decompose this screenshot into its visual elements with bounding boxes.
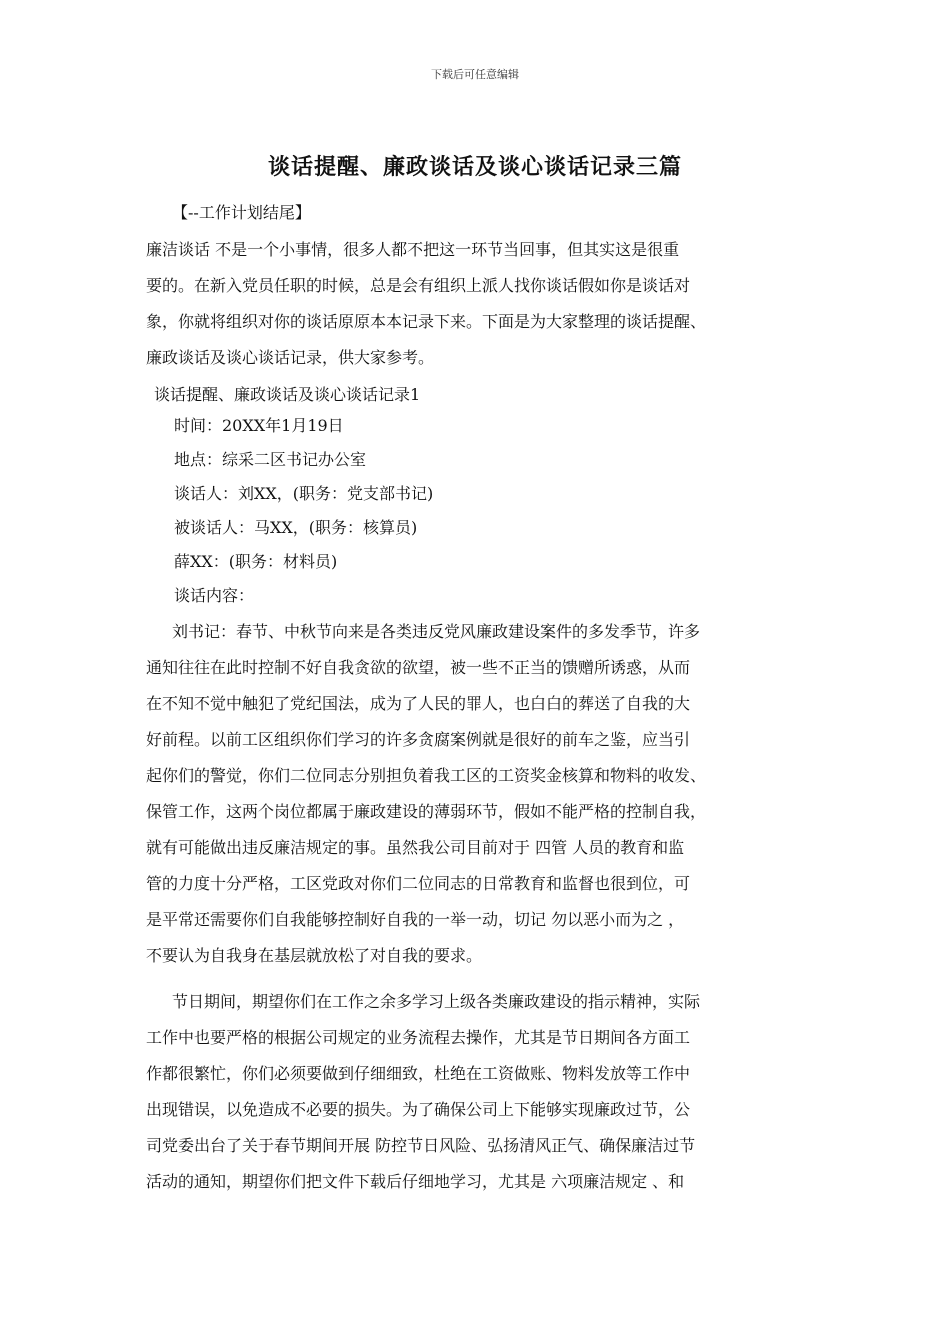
text-line: 象，你就将组织对你的谈话原原本本记录下来。下面是为大家整理的谈话提醒、 bbox=[146, 312, 707, 331]
text-line: 要的。在新入党员任职的时候，总是会有组织上派人找你谈话假如你是谈话对 bbox=[146, 276, 691, 295]
text-line: 保管工作，这两个岗位都属于廉政建设的薄弱环节，假如不能严格的控制自我， bbox=[146, 802, 707, 821]
meta-interviewee-2: 薛XX：(职务：材料员) bbox=[174, 552, 338, 571]
record-meta bbox=[174, 409, 433, 613]
text-line: 不要认为自我身在基层就放松了对自我的要求。 bbox=[146, 946, 483, 965]
text-line: 节日期间，期望你们在工作之余多学习上级各类廉政建设的指示精神，实际 bbox=[172, 992, 701, 1011]
text-line: 工作中也要严格的根据公司规定的业务流程去操作，尤其是节日期间各方面工 bbox=[146, 1028, 691, 1047]
text-line: 廉政谈话及谈心谈话记录，供大家参考。 bbox=[146, 348, 435, 367]
meta-interviewer: 谈话人：刘XX，(职务：党支部书记) bbox=[174, 484, 434, 503]
text-line: 司党委出台了关于春节期间开展 防控节日风险、弘扬清风正气、确保廉洁过节 bbox=[146, 1136, 696, 1155]
text-line: 好前程。以前工区组织你们学习的许多贪腐案例就是很好的前车之鉴，应当引 bbox=[146, 730, 691, 749]
header-note: 下载后可任意编辑 bbox=[431, 68, 519, 81]
meta-content-label: 谈话内容： bbox=[174, 586, 255, 605]
text-line: 就有可能做出违反廉洁规定的事。虽然我公司目前对于 四管 人员的教育和监 bbox=[146, 838, 685, 857]
document-subhead: 【--工作计划结尾】 bbox=[172, 203, 311, 222]
text-line: 通知往往在此时控制不好自我贪欲的欲望，被一些不正当的馈赠所诱惑，从而 bbox=[146, 658, 691, 677]
text-line: 廉洁谈话 不是一个小事情，很多人都不把这一环节当回事，但其实这是很重 bbox=[146, 240, 680, 259]
text-line: 刘书记：春节、中秋节向来是各类违反党风廉政建设案件的多发季节，许多 bbox=[172, 622, 701, 641]
text-line: 作都很繁忙，你们必须要做到仔细细致，杜绝在工资做账、物料发放等工作中 bbox=[146, 1064, 691, 1083]
text-line: 起你们的警觉，你们二位同志分别担负着我工区的工资奖金核算和物料的收发、 bbox=[146, 766, 707, 785]
document-title: 谈话提醒、廉政谈话及谈心谈话记录三篇 bbox=[267, 154, 682, 180]
meta-interviewee: 被谈话人：马XX，(职务：核算员) bbox=[174, 518, 418, 537]
paragraph-1 bbox=[146, 614, 826, 974]
meta-place: 地点：综采二区书记办公室 bbox=[174, 450, 367, 469]
paragraph-2 bbox=[146, 984, 826, 1200]
text-line: 是平常还需要你们自我能够控制好自我的一举一动，切记 勿以恶小而为之 ， bbox=[146, 910, 685, 929]
text-line: 活动的通知，期望你们把文件下载后仔细地学习，尤其是 六项廉洁规定 、和 bbox=[146, 1172, 685, 1191]
record-heading-block bbox=[146, 377, 826, 413]
meta-time: 时间：20XX年1月19日 bbox=[174, 416, 344, 435]
record-heading: 谈话提醒、廉政谈话及谈心谈话记录1 bbox=[154, 385, 421, 404]
intro-paragraph bbox=[146, 232, 826, 376]
text-line: 管的力度十分严格，工区党政对你们二位同志的日常教育和监督也很到位，可 bbox=[146, 874, 691, 893]
text-line: 在不知不觉中触犯了党纪国法，成为了人民的罪人，也白白的葬送了自我的大 bbox=[146, 694, 691, 713]
text-line: 出现错误，以免造成不必要的损失。为了确保公司上下能够实现廉政过节，公 bbox=[146, 1100, 691, 1119]
